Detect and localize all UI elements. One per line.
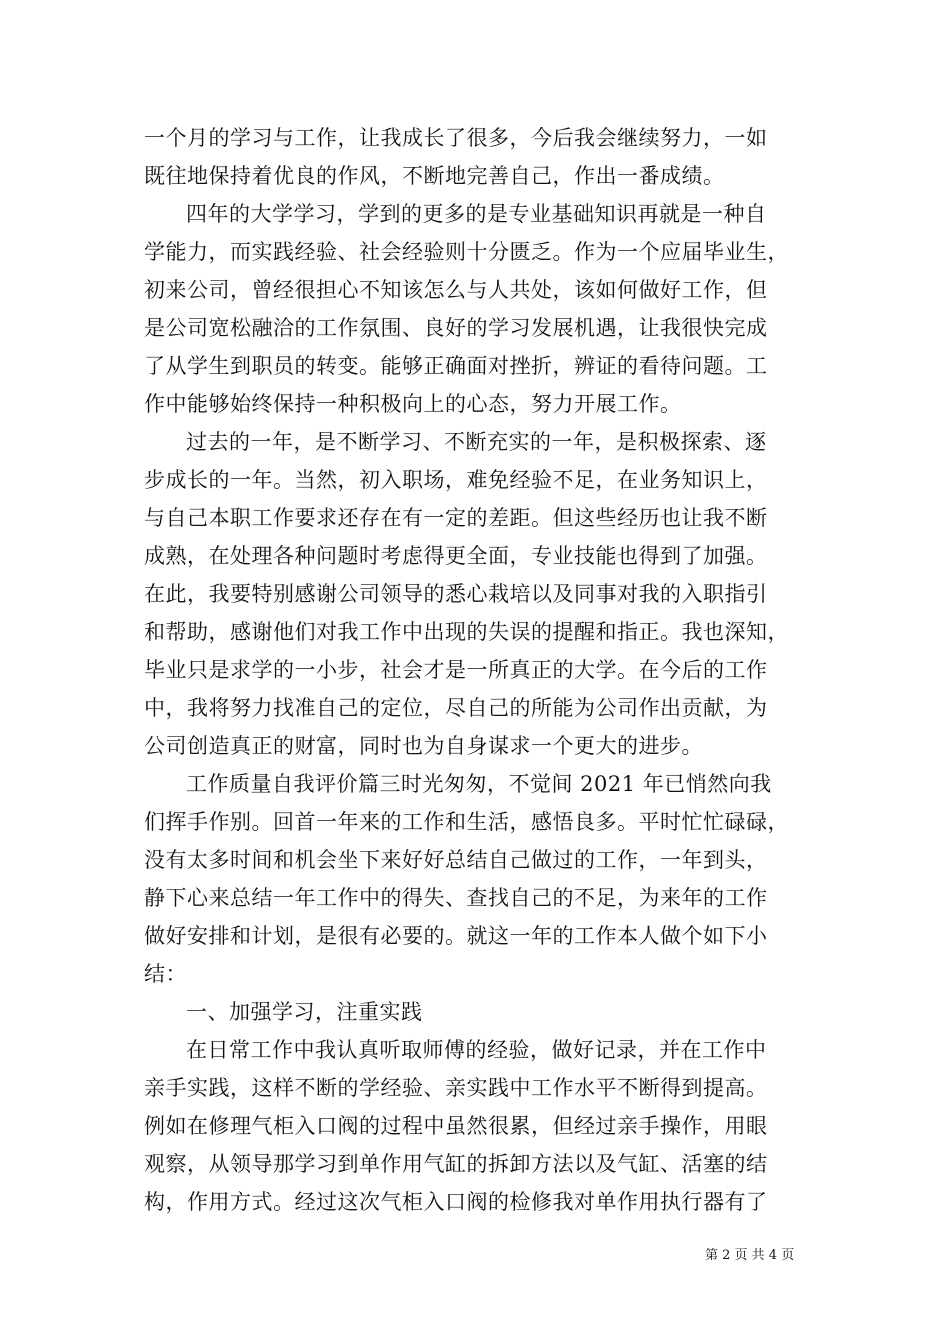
text-line: 构，作用方式。经过这次气柜入口阀的检修我对单作用执行器有了 xyxy=(144,1190,768,1214)
text-line: 没有太多时间和机会坐下来好好总结自己做过的工作，一年到头， xyxy=(144,848,768,872)
text-line: 成熟，在处理各种问题时考虑得更全面，专业技能也得到了加强。 xyxy=(144,544,768,568)
section-heading: 一、加强学习，注重实践 xyxy=(186,1000,423,1024)
text-line: 中，我将努力找准自己的定位，尽自己的所能为公司作出贡献，为 xyxy=(144,696,768,720)
text-line: 毕业只是求学的一小步，社会才是一所真正的大学。在今后的工作 xyxy=(144,658,768,682)
text-line: 亲手实践，这样不断的学经验、亲实践中工作水平不断得到提高。 xyxy=(144,1076,768,1100)
text-line: 例如在修理气柜入口阀的过程中虽然很累，但经过亲手操作，用眼 xyxy=(144,1114,768,1138)
text-line: 们挥手作别。回首一年来的工作和生活，感悟良多。平时忙忙碌碌， xyxy=(144,810,789,834)
text-line: 初来公司，曾经很担心不知该怎么与人共处，该如何做好工作，但 xyxy=(144,278,768,302)
text-line: 静下心来总结一年工作中的得失、查找自己的不足，为来年的工作 xyxy=(144,886,768,910)
text-line: 一个月的学习与工作，让我成长了很多，今后我会继续努力，一如 xyxy=(144,126,768,150)
text-line: 做好安排和计划，是很有必要的。就这一年的工作本人做个如下小 xyxy=(144,924,768,948)
text-line: 作中能够始终保持一种积极向上的心态，努力开展工作。 xyxy=(144,392,682,416)
text-line: 既往地保持着优良的作风，不断地完善自己，作出一番成绩。 xyxy=(144,164,725,188)
text-line: 工作质量自我评价篇三时光匆匆，不觉间 2021 年已悄然向我 xyxy=(186,772,772,796)
text-line: 在日常工作中我认真听取师傅的经验，做好记录，并在工作中 xyxy=(186,1038,767,1062)
text-line: 四年的大学学习，学到的更多的是专业基础知识再就是一种自 xyxy=(186,202,767,226)
text-line: 公司创造真正的财富，同时也为自身谋求一个更大的进步。 xyxy=(144,734,703,758)
text-line: 观察，从领导那学习到单作用气缸的拆卸方法以及气缸、活塞的结 xyxy=(144,1152,768,1176)
text-line: 在此，我要特别感谢公司领导的悉心栽培以及同事对我的入职指引 xyxy=(144,582,768,606)
text-line: 过去的一年，是不断学习、不断充实的一年，是积极探索、逐 xyxy=(186,430,767,454)
text-line: 了从学生到职员的转变。能够正确面对挫折，辨证的看待问题。工 xyxy=(144,354,768,378)
text-line: 是公司宽松融洽的工作氛围、良好的学习发展机遇，让我很快完成 xyxy=(144,316,768,340)
text-line: 步成长的一年。当然，初入职场，难免经验不足，在业务知识上， xyxy=(144,468,768,492)
text-line: 与自己本职工作要求还存在有一定的差距。但这些经历也让我不断 xyxy=(144,506,768,530)
page-number: 第 2 页 共 4 页 xyxy=(705,1248,795,1263)
text-line: 结： xyxy=(144,962,187,986)
text-line: 学能力，而实践经验、社会经验则十分匮乏。作为一个应届毕业生， xyxy=(144,240,789,264)
text-line: 和帮助，感谢他们对我工作中出现的失误的提醒和指正。我也深知， xyxy=(144,620,789,644)
